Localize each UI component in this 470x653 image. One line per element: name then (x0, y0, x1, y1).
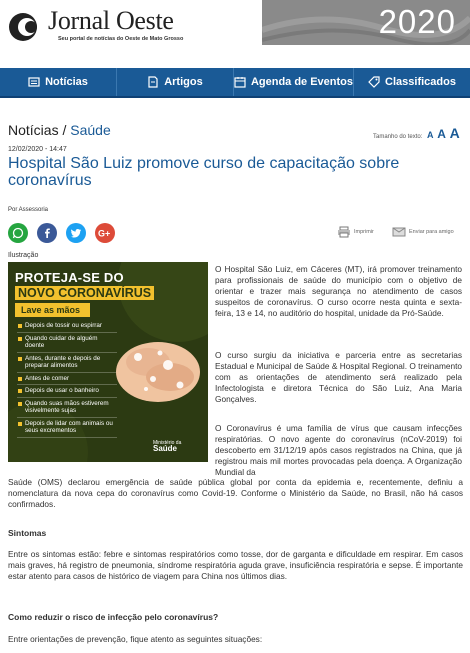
site-tagline: Seu portal de notícias do Oeste de Mato Grosso (58, 36, 184, 42)
printer-icon (337, 226, 351, 238)
illustration-list (17, 322, 117, 440)
googleplus-icon (98, 227, 112, 239)
document-icon (147, 76, 159, 88)
calendar-icon (234, 76, 246, 88)
text-size-control (373, 125, 460, 141)
article-paragraph-3b: Saúde (OMS) declarou emergência de saúde pública global por conta da epidemia e, recentemente, definiu a nomenclatura da nova cepa do coronavírus como Covid-19. Conforme o Ministério da Saúde, no Brasil, não há casos confirmados. (8, 477, 463, 509)
logo-mark-icon (8, 6, 48, 46)
year-banner[interactable] (262, 0, 470, 45)
whatsapp-icon (12, 227, 24, 239)
illustration-list-item: Depois de tossir ou espirrar (17, 322, 117, 333)
illustration-headline-highlight (15, 286, 154, 300)
illustration-subheading: Lave as mãos (15, 303, 90, 317)
print-button[interactable] (337, 226, 374, 238)
facebook-share-button[interactable] (37, 223, 57, 243)
twitter-share-button[interactable] (66, 223, 86, 243)
ministry-logo (153, 440, 181, 452)
article-paragraph-3a: O Coronavírus é uma família de vírus que causam infecções respiratórias. O novo agente do coronavírus (nCoV-2019) foi descoberto em 31/12/19 após casos registrados na China, que já registrou mais mil mortes provocadas pela doença. A Organização Mundial da (215, 423, 462, 477)
twitter-icon (70, 227, 82, 239)
tag-icon (368, 76, 380, 88)
nav-label-noticias: Notícias (45, 76, 88, 88)
image-caption: Ilustração (8, 252, 39, 259)
article-paragraph-1: O Hospital São Luiz, em Cáceres (MT), irá promover treinamento para profissionais de saúde do município com o objetivo de orientar e trazer mais segurança no atendimento de casos suspeitos de coronavírus. O curso ocorre nesta quinta e sexta-feira, 13 e 14, no auditório do hospital, unidade da Pró-Saúde. (215, 264, 462, 318)
nav-label-artigos: Artigos (164, 76, 203, 88)
article-paragraph-4: Entre os sintomas estão: febre e sintomas respiratórios como tosse, dor de garganta e dificuldade em respirar. Em casos mais graves, há registro de pneumonia, síndrome respiratória aguda grave, insuficiência respiratória e sepse. É importante estar atento para casos de histórico de viagem para China nos últimos dias. (8, 549, 463, 581)
site-logo[interactable] (8, 4, 208, 48)
banner-year: 2020 (378, 3, 456, 40)
site-header (0, 0, 470, 50)
whatsapp-share-button[interactable] (8, 223, 28, 243)
site-name: Jornal Oeste (48, 6, 174, 35)
send-label: Enviar para amigo (409, 229, 454, 235)
text-size-large-button[interactable]: A (449, 125, 460, 141)
svg-text:G+: G+ (98, 228, 111, 239)
illustration-headline: PROTEJA-SE DO (15, 270, 124, 285)
heading-prevention: Como reduzir o risco de infecção pelo coronavírus? (8, 612, 219, 622)
googleplus-share-button[interactable] (95, 223, 115, 243)
article-author: Por Assessoria (8, 207, 49, 213)
illustration-list-item: Antes de comer (17, 375, 117, 386)
share-bar (8, 223, 115, 243)
illustration-highlight-text: NOVO CORONAVÍRUS (15, 286, 154, 300)
article-paragraph-2: O curso surgiu da iniciativa e parceria entre as secretarias Estadual e Municipal de Saúde & Hospital Regional. O treinamento com as orientações de atendimento será realizado pela Infectologista e diretora Técnica do São Luiz, Ana Maria Gonçalves. (215, 350, 462, 404)
text-size-medium-button[interactable]: A (437, 127, 446, 141)
breadcrumb-section[interactable]: Notícias (8, 122, 59, 138)
breadcrumb-category[interactable]: Saúde (70, 122, 111, 138)
illustration-list-item: Depois de usar o banheiro (17, 387, 117, 398)
breadcrumb-separator: / (62, 122, 67, 138)
article-title: Hospital São Luiz promove curso de capacitação sobre coronavírus (8, 155, 400, 189)
illustration-list-item: Quando cuidar de alguém doente (17, 335, 117, 353)
illustration-list-item: Antes, durante e depois de preparar alimentos (17, 355, 117, 373)
illustration-list-item: Depois de lidar com animais ou seus excrementos (17, 420, 117, 438)
facebook-icon (41, 227, 53, 239)
send-to-friend-button[interactable] (392, 226, 454, 238)
nav-item-noticias[interactable] (0, 68, 117, 96)
ministry-label: Ministério da (153, 440, 182, 446)
newspaper-icon (28, 76, 40, 88)
article-paragraph-5: Entre orientações de prevenção, fique atento as seguintes situações: (8, 634, 263, 644)
header-spacer (0, 50, 470, 68)
text-size-label: Tamanho do texto: (373, 134, 423, 140)
print-label: Imprimir (354, 229, 374, 235)
nav-item-artigos[interactable] (117, 68, 234, 96)
breadcrumb (8, 122, 111, 138)
nav-label-classificados: Classificados (385, 76, 456, 88)
nav-item-classificados[interactable] (354, 68, 470, 96)
envelope-icon (392, 226, 406, 238)
text-size-small-button[interactable]: A (427, 130, 434, 140)
main-nav (0, 68, 470, 98)
article-date: 12/02/2020 - 14:47 (8, 146, 67, 153)
article-illustration[interactable] (8, 262, 208, 462)
washing-hands-icon (108, 317, 208, 417)
ministry-name: Saúde (153, 444, 178, 453)
illustration-list-item: Quando suas mãos estiverem visivelmente sujas (17, 400, 117, 418)
heading-sintomas: Sintomas (8, 528, 47, 538)
nav-item-agenda[interactable] (234, 68, 354, 96)
nav-label-agenda: Agenda de Eventos (250, 76, 354, 88)
